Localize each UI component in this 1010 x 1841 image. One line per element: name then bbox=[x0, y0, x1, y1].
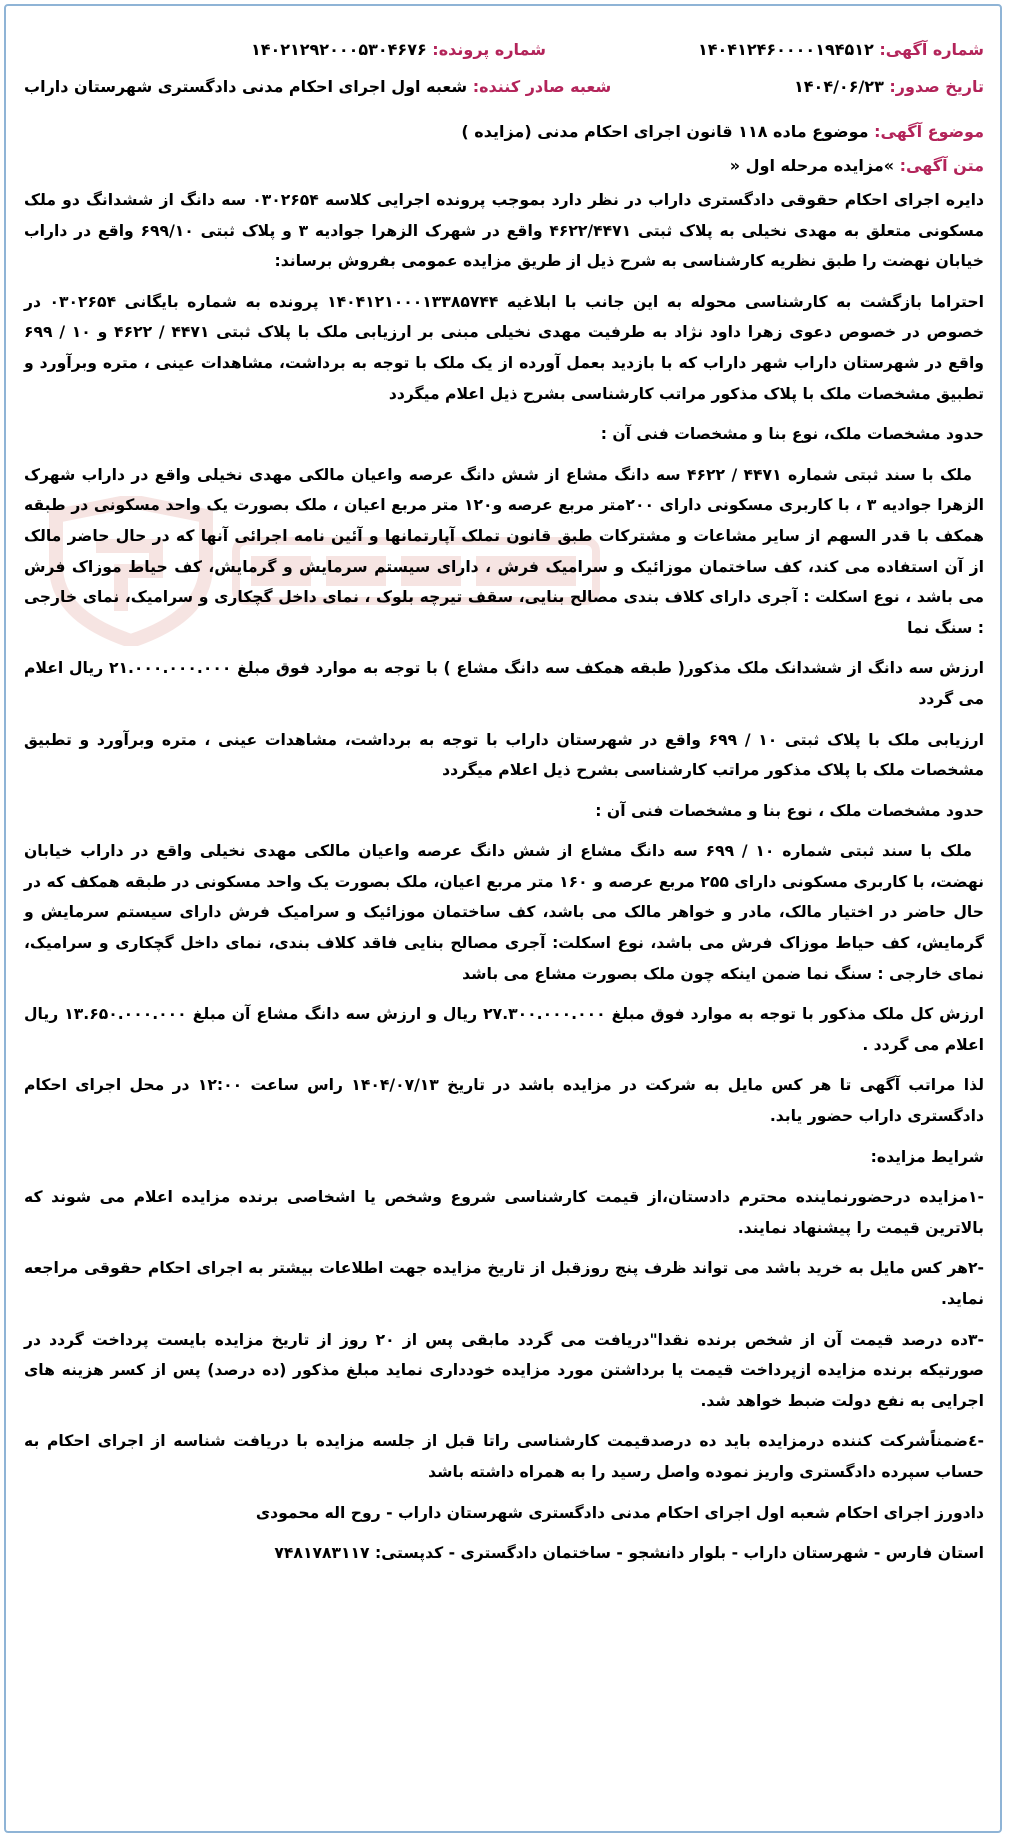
auction-date-paragraph: لذا مراتب آگهی تا هر کس مایل به شرکت در مزایده باشد در تاریخ ۱۴۰۴/۰۷/۱۳ راس ساعت ۱۲:۰۰ در محل اجرای احکام دادگستری داراب حضور یابد. bbox=[24, 1076, 984, 1126]
ad-number-field bbox=[554, 40, 984, 59]
conditions-heading: شرایط مزایده: bbox=[870, 1147, 984, 1166]
condition-1: -۱مزایده درحضورنماینده محترم دادستان،از قیمت کارشناسی شروع وشخص یا اشخاصی برنده مزایده اعلام می شوند که بالاترین قیمت را پیشنهاد نمایند. bbox=[24, 1188, 984, 1237]
property2-specs-heading: حدود مشخصات ملک ، نوع بنا و مشخصات فنی آن : bbox=[595, 801, 984, 820]
issuer-label: شعبه صادر کننده: bbox=[472, 77, 612, 96]
subject-label: موضوع آگهی: bbox=[874, 122, 984, 141]
header-row-1 bbox=[24, 40, 984, 59]
property2-evaluation: ارزیابی ملک با پلاک ثبتی ۱۰ / ۶۹۹ واقع در شهرستان داراب با توجه به برداشت، مشاهدات عینی ، متره وبرآورد و تطبیق مشخصات ملک با پلاک مذکور مراتب کارشناسی بشرح ذیل اعلام میگردد bbox=[24, 730, 984, 780]
property1-description: ملک با سند ثبتی شماره ۴۴۷۱ / ۴۶۲۲ سه دانگ مشاع از شش دانگ عرصه واعیان مالکی مهدی نخیلی واقع در داراب شهرک الزهرا جوادیه ۳ ، با کاربری مسکونی دارای ۲۰۰متر مربع عرصه و۱۲۰ متر مربع اعیان ، ملک بصورت یک واحد مسکونی در طبقه همکف با قدر السهم از سایر مشاعات و مشترکات طبق قانون تملک آپارتمانها و آئین نامه اجرائی آنها که در حال حاضر مالک از آن استفاده می کند، کف ساختمان موزائیک و سرامیک فرش ، دارای سیستم سرمایش و گرمایش، کف حیاط موزاک فرش می باشد ، نوع اسکلت : آجری دارای کلاف بندی مصالح بنایی، سقف تیرچه بلوک ، نمای داخل گچکاری و سرامیک، نمای خارجی : سنگ نما bbox=[24, 465, 984, 637]
case-number-field bbox=[24, 40, 554, 59]
ad-number-value: ۱۴۰۴۱۲۴۶۰۰۰۰۱۹۴۵۱۲ bbox=[698, 40, 874, 59]
property2-value: ارزش کل ملک مذکور با توجه به موارد فوق مبلغ ۲۷.۳۰۰.۰۰۰.۰۰۰ ریال و ارزش سه دانگ مشاع آن مبلغ ۱۳.۶۵۰.۰۰۰.۰۰۰ ریال اعلام می گردد . bbox=[24, 1005, 985, 1054]
case-number-label: شماره پرونده: bbox=[432, 40, 546, 59]
issuer-field bbox=[24, 77, 619, 96]
property1-value: ارزش سه دانگ از ششدانک ملک مذکور( طبقه همکف سه دانگ مشاع ) با توجه به موارد فوق مبلغ ۲۱.۰۰۰.۰۰۰.۰۰۰ ریال اعلام می گردد bbox=[24, 659, 985, 708]
issue-date-value: ۱۴۰۴/۰۶/۲۳ bbox=[794, 77, 884, 96]
property2-description: ملک با سند ثبتی شماره ۱۰ / ۶۹۹ سه دانگ مشاع از شش دانگ عرصه واعیان مالکی مهدی نخیلی واقع در داراب خیابان نهضت، با کاربری مسکونی دارای ۲۵۵ مربع عرصه و ۱۶۰ متر مربع اعیان، ملک بصورت یک واحد مسکونی در طبقه همکف که در حال حاضر در اختیار مالک، مادر و خواهر مالک می باشد، کف ساختمان موزائیک و سرامیک فرش دارای سیستم سرمایش و گرمایش، کف حیاط موزاک فرش می باشد، نوع اسکلت: آجری مصالح بنایی فاقد کلاف بندی، نمای داخل گچکاری و سرامیک، نمای خارجی : سنگ نما ضمن اینکه چون ملک بصورت مشاع می باشد bbox=[24, 842, 984, 983]
text-title: »مزایده مرحله اول « bbox=[729, 156, 895, 175]
subject-value: موضوع ماده ۱۱۸ قانون اجرای احکام مدنی (مزایده ) bbox=[461, 122, 869, 141]
notice-frame bbox=[4, 4, 1002, 1833]
signature-line: دادورز اجرای احکام شعبه اول اجرای احکام مدنی دادگستری شهرستان داراب - روح اله محمودی bbox=[255, 1503, 984, 1522]
address-line: استان فارس - شهرستان داراب - بلوار دانشجو - ساختمان دادگستری - کدپستی: ۷۴۸۱۷۸۳۱۱۷ bbox=[274, 1544, 984, 1563]
issue-date-field bbox=[619, 77, 984, 96]
property1-specs-heading: حدود مشخصات ملک، نوع بنا و مشخصات فنی آن : bbox=[600, 425, 984, 444]
condition-4: -٤ضمناًشرکت کننده درمزایده باید ده درصدقیمت کارشناسی راتا قبل از جلسه مزایده با دریافت شناسه از اجرای احکام به حساب سپرده دادگستری واریز نموده واصل رسید را به همراه داشته باشد bbox=[24, 1432, 984, 1481]
header-row-2 bbox=[24, 77, 984, 96]
issuer-value: شعبه اول اجرای احکام مدنی دادگستری شهرستان داراب bbox=[24, 77, 468, 96]
subject-line bbox=[24, 122, 984, 141]
expert-report-paragraph: احتراما بازگشت به کارشناسی محوله به این جانب با ابلاغیه ۱۴۰۴۱۲۱۰۰۰۱۳۳۸۵۷۴۴ پرونده به شماره بایگانی ۰۳۰۲۶۵۴ در خصوص در خصوص دعوی زهرا داود نژاد به طرفیت مهدی نخیلی مبنی بر ارزیابی ملک با پلاک ثبتی ۴۴۷۱ / ۴۶۲۲ و ۱۰ / ۶۹۹ واقع در شهرستان داراب شهر داراب که با بازدید بعمل آورده از یک ملک با توجه به برداشت، مشاهدات عینی ، متره وبرآورد و تطبیق مشخصات ملک با پلاک مذکور مراتب کارشناسی بشرح ذیل اعلام میگردد bbox=[24, 292, 984, 403]
intro-paragraph: دایره اجرای احکام حقوقی دادگستری داراب در نظر دارد بموجب پرونده اجرایی کلاسه ۰۳۰۲۶۵۴ سه دانگ از ششدانگ دو ملک مسکونی متعلق به مهدی نخیلی به پلاک ثبتی ۴۶۲۲/۴۴۷۱ واقع در شهرک الزهرا جوادیه ۳ و پلاک ثبتی ۶۹۹/۱۰ واقع در داراب خیابان نهضت را طبق نظریه کارشناسی به شرح ذیل از طریق مزایده عمومی بفروش برساند: bbox=[24, 191, 985, 271]
case-number-value: ۱۴۰۲۱۲۹۲۰۰۰۵۳۰۴۶۷۶ bbox=[250, 40, 427, 59]
ad-number-label: شماره آگهی: bbox=[879, 40, 984, 59]
condition-2: -۲هر کس مایل به خرید باشد می تواند ظرف پنج روزقبل از تاریخ مزایده جهت اطلاعات بیشتر به اجرای احکام حقوقی مراجعه نماید. bbox=[24, 1259, 984, 1308]
text-label: متن آگهی: bbox=[899, 156, 984, 175]
issue-date-label: تاریخ صدور: bbox=[889, 77, 984, 96]
text-title-line bbox=[24, 156, 984, 175]
notice-content bbox=[6, 6, 1000, 1831]
condition-3: -۳ده درصد قیمت آن از شخص برنده نقدا"دریافت می گردد مابقی پس از ۲۰ روز از تاریخ مزایده بایست پرداخت گردد در صورتیکه برنده مزایده ازپرداخت قیمت یا برداشتن مورد مزایده خودداری نماید مبلغ مذکور (ده درصد) پس از کسر هزینه های اجرایی به نفع دولت ضبط خواهد شد. bbox=[24, 1330, 984, 1410]
